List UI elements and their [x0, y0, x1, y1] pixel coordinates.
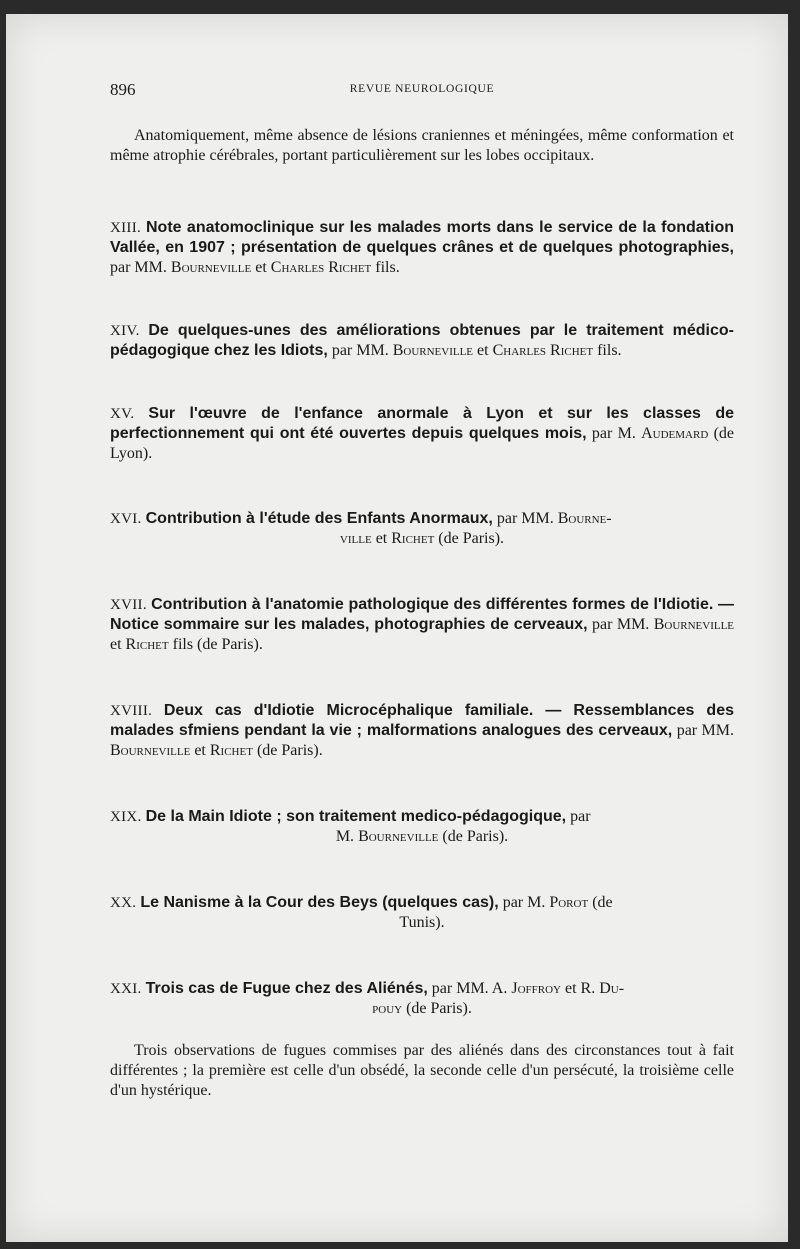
entry-tail: Tunis).: [399, 914, 445, 931]
closing-paragraph: Trois observations de fugues commises par des aliénés dans des circonstances tout à fait différentes ; la première est celle d'un obsédé, la seconde celle d'un persécuté, la troisième celle d'un hystérique.: [110, 1042, 734, 1099]
entry-by: par MM.: [592, 616, 650, 633]
entry-title: Trois cas de Fugue chez des Aliénés,: [145, 980, 428, 997]
entry-tail: (de Lyon).: [110, 425, 734, 462]
entry-tail: fils (de Paris).: [172, 636, 263, 653]
entry-author: Bourneville: [110, 742, 191, 759]
page-content: [110, 126, 734, 1101]
entry-number: XIII.: [110, 220, 142, 236]
entry-number: XIV.: [110, 323, 140, 339]
page-header: [110, 80, 734, 102]
entry-and: et: [477, 342, 489, 359]
entry-tail: fils.: [597, 342, 622, 359]
entry-author: Richet: [125, 636, 169, 653]
entry-by: par M.: [502, 894, 546, 911]
entry-number: XIX.: [110, 809, 142, 825]
entry-by: par MM.: [110, 259, 167, 276]
entry-tail: (de Paris).: [442, 828, 509, 845]
entry-and: et: [375, 530, 388, 547]
entry-author: pouy: [372, 1000, 403, 1017]
entry-title: Contribution à l'anatomie pathologique des différentes formes de l'Idiotie. — Notice sommaire sur les malades, photographies de cerveaux,: [110, 596, 735, 633]
entry-author: Charles Richet: [492, 342, 594, 359]
entry-author: Richet: [209, 742, 253, 759]
entry-title: Note anatomoclinique sur les malades morts dans le service de la fondation Vallée, en 1907 ; présentation de quelques crânes et de quelques photographies,: [110, 219, 734, 256]
entry-by-line2: M.: [335, 828, 355, 845]
entry-and: et R.: [565, 980, 596, 997]
entry-by: par MM. A.: [431, 980, 508, 997]
page-number: 896: [110, 80, 136, 99]
entry-title: Le Nanisme à la Cour des Beys (quelques cas),: [140, 894, 499, 911]
entry-by: par MM.: [496, 510, 554, 527]
entry-author: Bourneville: [653, 616, 735, 633]
entry-number: XVI.: [110, 511, 142, 527]
entry-title: De quelques-unes des améliorations obtenues par le traitement médico-pédagogique chez les Idiots,: [110, 322, 735, 359]
entry-tail: (de Paris).: [406, 1000, 472, 1017]
entry-xix: [110, 807, 734, 847]
entry-author: Porot: [549, 894, 589, 911]
intro-paragraph: Anatomiquement, même absence de lésions craniennes et méningées, même conformation et même atrophie cérébrales, portant particulièrement sur les lobes occipitaux.: [110, 127, 734, 164]
entry-xiii: [110, 218, 734, 278]
entry-number: XXI.: [110, 981, 142, 997]
entry-author: Du-: [599, 980, 625, 997]
entry-author: Bourneville: [392, 342, 474, 359]
entry-xvi: [110, 509, 734, 549]
entry-author: Bourneville: [170, 259, 252, 276]
entry-author: Richet: [391, 530, 435, 547]
entry-by: par MM.: [331, 342, 389, 359]
entry-xv: [110, 404, 734, 464]
entry-xiv: [110, 321, 734, 361]
entry-by: par: [570, 808, 591, 825]
running-title: REVUE NEUROLOGIQUE: [349, 83, 495, 95]
entry-number: XV.: [110, 406, 135, 422]
entry-author: Audemard: [641, 425, 709, 442]
entry-title: Contribution à l'étude des Enfants Anormaux,: [145, 510, 493, 527]
entry-number: XX.: [110, 895, 137, 911]
entry-number: XVIII.: [110, 703, 153, 719]
entry-by: par M.: [591, 425, 636, 442]
entry-author: Charles Richet: [270, 259, 372, 276]
entry-and: et: [255, 259, 267, 276]
entry-title: De la Main Idiote ; son traitement medico-pédagogique,: [145, 808, 567, 825]
entry-and: et: [194, 742, 206, 759]
entry-title: Sur l'œuvre de l'enfance anormale à Lyon et sur les classes de perfectionnement qui ont été ouvertes depuis quelques mois,: [110, 405, 734, 442]
entry-title: Deux cas d'Idiotie Microcéphalique familiale. — Ressemblances des malades sfmiens pendant la vie ; malformations analogues des cerveaux,: [110, 702, 735, 739]
entry-author: ville: [339, 530, 372, 547]
entry-xxi: [110, 979, 734, 1019]
entry-author: Bourneville: [358, 828, 439, 845]
entry-author: Bourne-: [557, 510, 612, 527]
entry-tail: (de Paris).: [256, 742, 323, 759]
entry-xviii: [110, 701, 734, 761]
entry-tail: (de: [592, 894, 613, 911]
entry-xx: [110, 893, 734, 933]
book-page: [6, 14, 788, 1242]
entry-number: XVII.: [110, 597, 147, 613]
entry-xvii: [110, 595, 734, 655]
entry-tail: (de Paris).: [438, 530, 505, 547]
entry-and: et: [110, 636, 122, 653]
entry-by: par MM.: [676, 722, 735, 739]
entry-author: Joffroy: [511, 980, 561, 997]
entry-tail: fils.: [375, 259, 400, 276]
